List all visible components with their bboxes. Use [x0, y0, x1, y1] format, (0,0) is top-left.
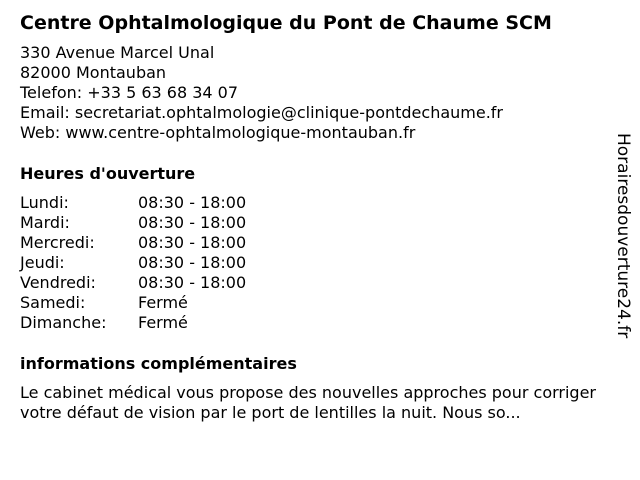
day-label: Vendredi:: [20, 273, 96, 292]
phone-number: Telefon: +33 5 63 68 34 07: [20, 83, 239, 102]
day-label: Jeudi:: [20, 253, 65, 272]
additional-info-heading: informations complémentaires: [20, 354, 297, 373]
day-label: Mardi:: [20, 213, 70, 232]
day-hours: 08:30 - 18:00: [138, 233, 247, 252]
day-hours: 08:30 - 18:00: [138, 193, 247, 212]
day-label: Samedi:: [20, 293, 86, 312]
day-label: Lundi:: [20, 193, 69, 212]
additional-info-text: Le cabinet médical vous propose des nouvelles approches pour corriger votre défaut de vision par le port de lentilles la nuit. Nous so...: [20, 383, 597, 422]
day-label: Mercredi:: [20, 233, 95, 252]
contact-block: [20, 43, 503, 143]
day-hours: 08:30 - 18:00: [138, 273, 247, 292]
opening-hours-heading: Heures d'ouverture: [20, 164, 196, 183]
site-brand-vertical: Horairesdouverture24.fr: [613, 133, 633, 339]
day-label: Dimanche:: [20, 313, 107, 332]
day-hours: Fermé: [138, 313, 188, 332]
website: Web: www.centre-ophtalmologique-montauban.fr: [20, 123, 416, 142]
day-hours: 08:30 - 18:00: [138, 213, 247, 232]
business-name: Centre Ophtalmologique du Pont de Chaume SCM: [20, 12, 552, 34]
address-street: 330 Avenue Marcel Unal: [20, 43, 215, 62]
email-address: Email: secretariat.ophtalmologie@clinique-pontdechaume.fr: [20, 103, 503, 122]
address-city: 82000 Montauban: [20, 63, 167, 82]
day-hours: 08:30 - 18:00: [138, 253, 247, 272]
day-hours: Fermé: [138, 293, 188, 312]
